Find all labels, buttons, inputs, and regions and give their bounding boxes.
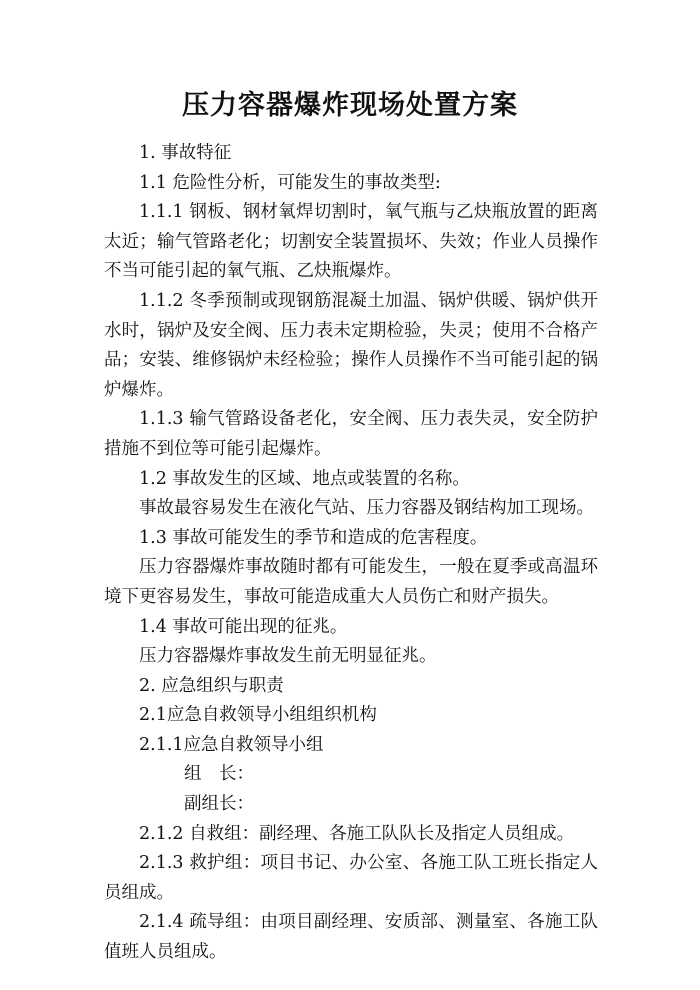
paragraph: 1.1.3 输气管路设备老化，安全阀、压力表失灵，安全防护措施不到位等可能引起爆炸。 [104,409,598,459]
paragraph: 1.1.2 冬季预制或现钢筋混凝土加温、锅炉供暖、锅炉供开水时，锅炉及安全阀、压力表未定期检验，失灵；使用不合格产品；安装、维修锅炉未经检验；操作人员操作不当可能引起的锅炉爆炸。 [104,290,598,400]
paragraph: 事故最容易发生在液化气站、压力容器及钢结构加工现场。 [139,498,594,519]
paragraph: 1.1.1 钢板、钢材氧焊切割时，氧气瓶与乙炔瓶放置的距离太近；输气管路老化；切割安全装置损坏、失效；作业人员操作不当可能引起的氧气瓶、乙炔瓶爆炸。 [104,202,598,282]
document-body [104,139,598,968]
paragraph: 压力容器爆炸事故随时都有可能发生，一般在夏季或高温环境下更容易发生，事故可能造成重大人员伤亡和财产损失。 [104,557,598,607]
document-title: 压力容器爆炸现场处置方案 [182,90,518,121]
subsection-heading: 1.3 事故可能发生的季节和造成的危害程度。 [139,527,488,548]
role-deputy-leader: 副组长： [184,794,254,815]
subsection-heading: 1.2 事故发生的区域、地点或装置的名称。 [139,468,470,489]
paragraph: 2.1.3 救护组：项目书记、办公室、各施工队工班长指定人员组成。 [104,853,598,903]
paragraph: 压力容器爆炸事故发生前无明显征兆。 [139,646,437,667]
section-heading: 1. 事故特征 [139,143,232,163]
section-heading: 2. 应急组织与职责 [139,675,284,696]
subsection-heading: 2.1应急自救领导小组组织机构 [139,705,377,726]
subsection-heading: 1.4 事故可能出现的征兆。 [139,616,348,637]
subsection-heading: 2.1.1应急自救领导小组 [139,734,324,755]
role-leader: 组 长： [184,764,254,785]
paragraph: 2.1.2 自救组：副经理、各施工队队长及指定人员组成。 [139,823,575,844]
subsection-heading: 1.1 危险性分析，可能发生的事故类型: [139,172,441,193]
paragraph: 2.1.4 疏导组：由项目副经理、安质部、测量室、各施工队值班人员组成。 [104,912,598,963]
